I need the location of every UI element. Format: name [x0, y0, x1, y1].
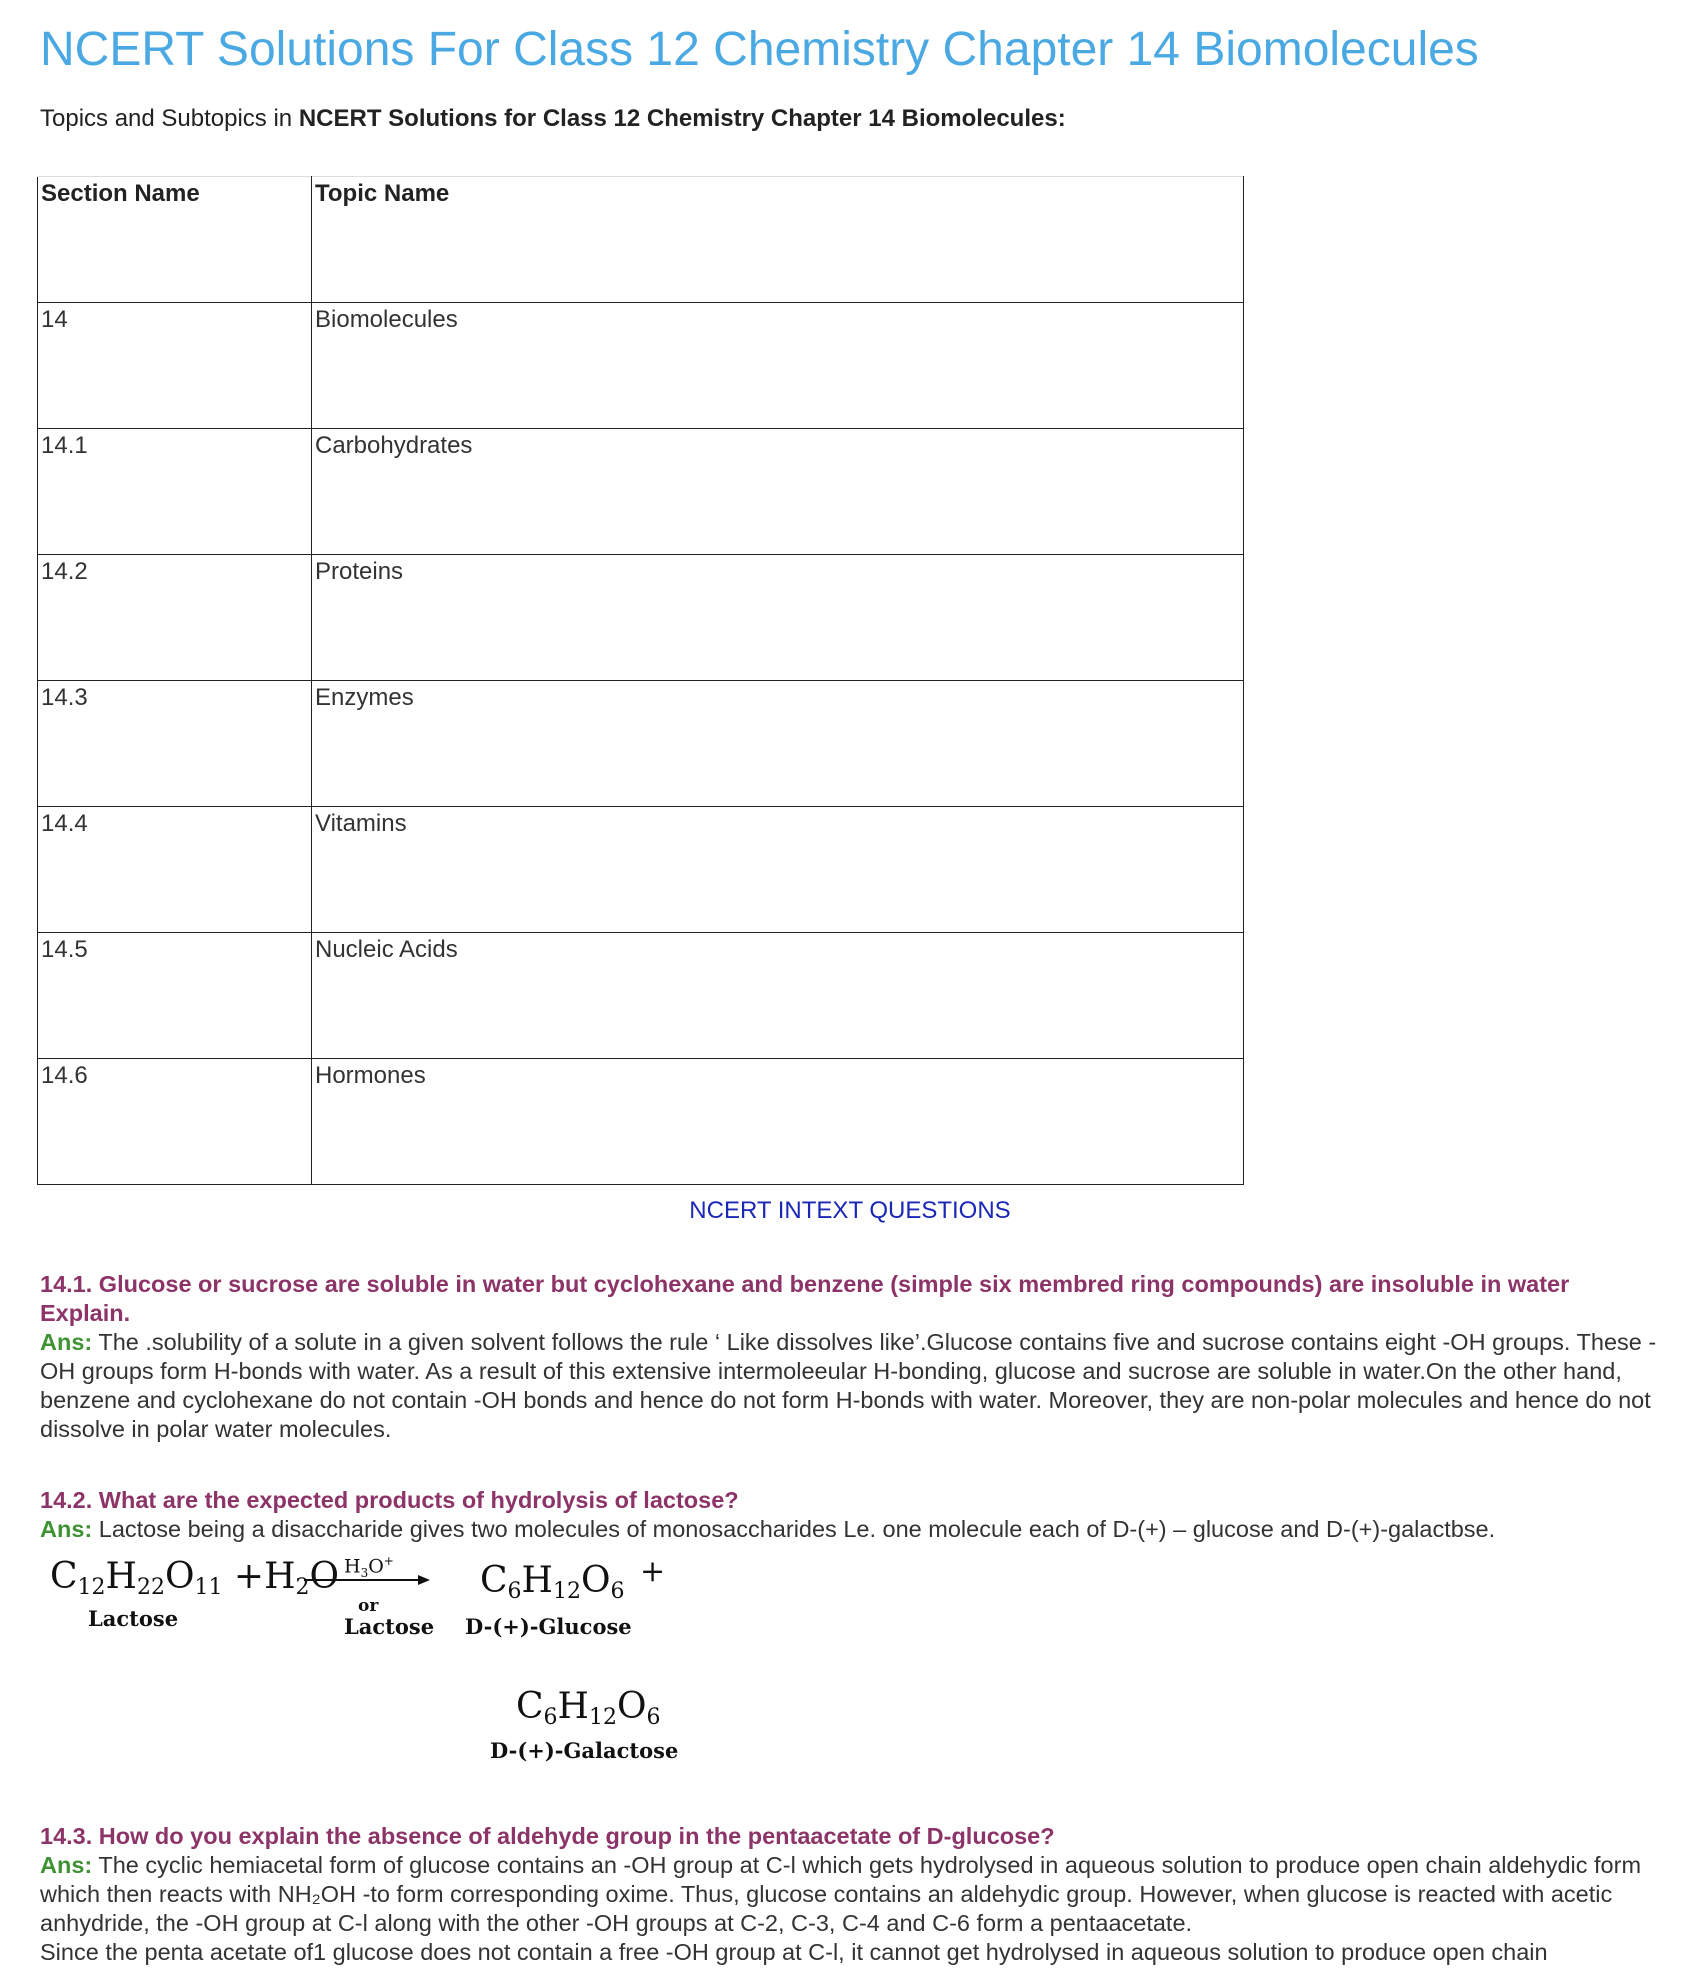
answer-body: The .solubility of a solute in a given solvent follows the rule ‘ Like dissolves like’.Glucose contains five and sucrose contains eight -OH groups. These -OH groups form H-bonds with water. As a result of this extensive intermoleeular H-bonding, glucose and sucrose are soluble in water.On the other hand, benzene and cyclohexane do not contain -OH bonds and hence do not form H-bonds with water. Moreover, they are non-polar molecules and hence do not dissolve in polar water molecules. [40, 1329, 1657, 1442]
table-row [38, 303, 1244, 429]
lactose-hydrolysis-reaction [40, 1548, 740, 1778]
question-block-14-2 [40, 1486, 1665, 1544]
table-row [38, 807, 1244, 933]
section-cell: 14 [38, 303, 312, 429]
question-block-14-1 [40, 1270, 1665, 1444]
intro-prefix: Topics and Subtopics in [40, 105, 299, 132]
answer-text [40, 1515, 1665, 1544]
table-row [38, 681, 1244, 807]
section-cell: 14.4 [38, 807, 312, 933]
topic-cell: Enzymes [312, 681, 1244, 807]
table-row [38, 933, 1244, 1059]
answer-body: Lactose being a disaccharide gives two molecules of monosaccharides Le. one molecule each of D-(+) – glucose and D-(+)-galactbse. [92, 1516, 1496, 1542]
reactant-formula: $C_{12}H_{22}O_{11} +H_2O$ [50, 1556, 339, 1600]
table-row [38, 1059, 1244, 1185]
product1-label: D-(+)-Glucose [465, 1614, 632, 1639]
answer-continuation: Since the penta acetate of1 glucose does not contain a free -OH group at C-l, it cannot get hydrolysed in aqueous solution to produce open chain [40, 1939, 1548, 1965]
section-cell: 14.1 [38, 429, 312, 555]
answer-text [40, 1851, 1665, 1938]
section-cell: 14.6 [38, 1059, 312, 1185]
table-header-row [38, 177, 1244, 303]
arrow-condition-or: or [358, 1596, 379, 1616]
table-row [38, 429, 1244, 555]
topic-cell: Nucleic Acids [312, 933, 1244, 1059]
topic-cell: Proteins [312, 555, 1244, 681]
arrow-condition-label: Lactose [344, 1614, 435, 1639]
section-cell: 14.3 [38, 681, 312, 807]
header-section-name: Section Name [38, 177, 312, 303]
section-cell: 14.2 [38, 555, 312, 681]
product2-formula: $C_6H_{12}O_6$ [516, 1686, 661, 1730]
page-title: NCERT Solutions For Class 12 Chemistry Chapter 14 Biomolecules [40, 23, 1479, 76]
answer-body: The cyclic hemiacetal form of glucose contains an -OH group at C-l which gets hydrolysed in aqueous solution to produce open chain aldehydic form which then reacts with NH₂OH -to form corresponding oxime. Thus, glucose contains an aldehydic group. However, when glucose is reacted with acetic anhydride, the -OH group at C-l along with the other -OH groups at C-2, C-3, C-4 and C-6 form a pentaacetate. [40, 1852, 1642, 1936]
arrow-catalyst: $H_3O^+$ [344, 1554, 394, 1581]
answer-label: Ans: [40, 1852, 93, 1878]
question-block-14-3 [40, 1822, 1665, 1967]
topics-table [37, 176, 1244, 1185]
section-cell: 14.5 [38, 933, 312, 1059]
question-text: 14.2. What are the expected products of hydrolysis of lactose? [40, 1487, 739, 1513]
topic-cell: Hormones [312, 1059, 1244, 1185]
question-text: 14.1. Glucose or sucrose are soluble in water but cyclohexane and benzene (simple six membred ring compounds) are insoluble in water Explain. [40, 1271, 1570, 1326]
topic-cell: Carbohydrates [312, 429, 1244, 555]
product2-label: D-(+)-Galactose [490, 1738, 679, 1763]
answer-label: Ans: [40, 1329, 93, 1355]
answer-label: Ans: [40, 1516, 93, 1542]
reactant-label: Lactose [88, 1606, 179, 1631]
topic-cell: Biomolecules [312, 303, 1244, 429]
question-text: 14.3. How do you explain the absence of aldehyde group in the pentaacetate of D-glucose? [40, 1823, 1055, 1849]
header-topic-name: Topic Name [312, 177, 1244, 303]
intro-text [40, 105, 1066, 133]
answer-text [40, 1328, 1665, 1444]
intro-bold: NCERT Solutions for Class 12 Chemistry Chapter 14 Biomolecules: [298, 105, 1066, 132]
product1-formula: $C_6H_{12}O_6$ [480, 1560, 625, 1604]
topic-cell: Vitamins [312, 807, 1244, 933]
intext-questions-heading: NCERT INTEXT QUESTIONS [689, 1197, 1011, 1224]
table-row [38, 555, 1244, 681]
plus-sign: + [640, 1554, 666, 1589]
